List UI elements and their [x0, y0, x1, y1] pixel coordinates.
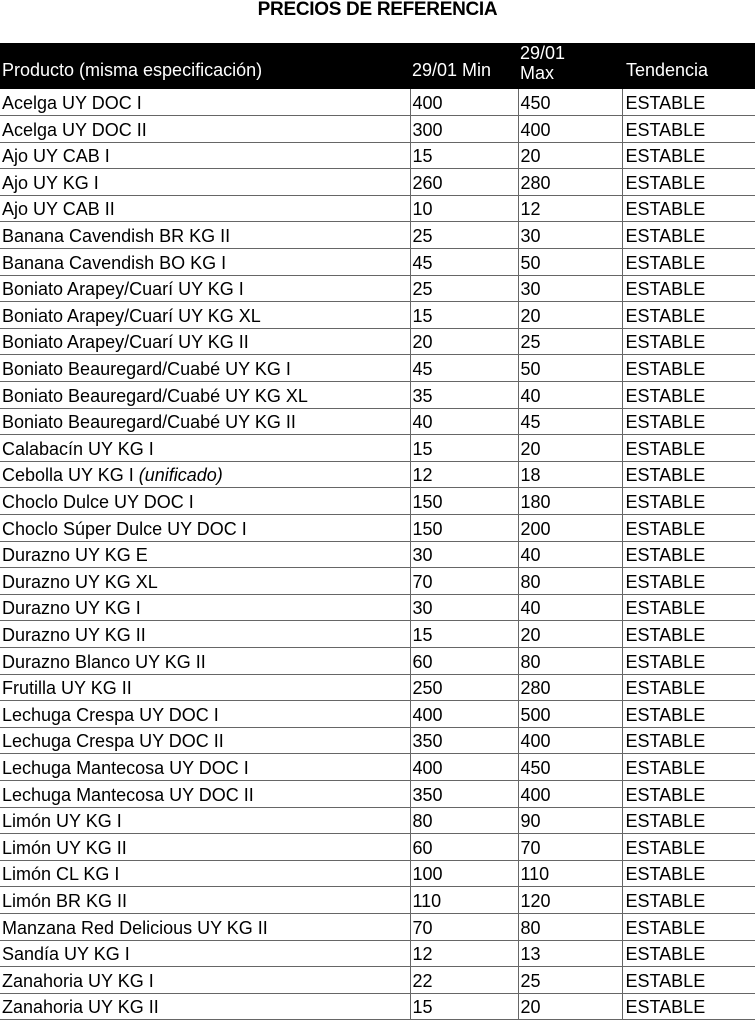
min-price-cell: 12 [410, 461, 518, 488]
product-note: (unificado) [138, 465, 223, 486]
product-name: Lechuga Crespa UY DOC I [2, 704, 219, 725]
min-price-cell: 150 [410, 488, 518, 515]
product-name: Cebolla UY KG I [2, 465, 134, 486]
trend-cell: ESTABLE [622, 116, 755, 143]
product-cell [0, 461, 410, 488]
table-row [0, 913, 755, 940]
table-row [0, 940, 755, 967]
table-row [0, 382, 755, 409]
product-name: Limón UY KG II [2, 837, 127, 858]
product-cell [0, 169, 410, 196]
max-price-cell: 50 [518, 249, 622, 276]
product-cell [0, 222, 410, 249]
max-price-cell: 20 [518, 302, 622, 329]
trend-cell: ESTABLE [622, 408, 755, 435]
max-price-cell: 400 [518, 780, 622, 807]
product-cell [0, 887, 410, 914]
min-price-cell: 400 [410, 701, 518, 728]
trend-cell: ESTABLE [622, 993, 755, 1020]
min-price-cell: 45 [410, 355, 518, 382]
product-cell [0, 275, 410, 302]
product-cell [0, 195, 410, 222]
max-price-cell: 30 [518, 222, 622, 249]
table-row [0, 222, 755, 249]
product-cell [0, 568, 410, 595]
product-name: Boniato Beauregard/Cuabé UY KG II [2, 412, 296, 433]
min-price-cell: 12 [410, 940, 518, 967]
min-price-cell: 400 [410, 754, 518, 781]
max-price-cell: 280 [518, 674, 622, 701]
trend-cell: ESTABLE [622, 940, 755, 967]
trend-cell: ESTABLE [622, 834, 755, 861]
page-title: PRECIOS DE REFERENCIA [257, 0, 498, 20]
trend-cell: ESTABLE [622, 249, 755, 276]
product-name: Limón CL KG I [2, 864, 120, 885]
trend-cell: ESTABLE [622, 594, 755, 621]
table-row [0, 647, 755, 674]
max-price-cell: 25 [518, 967, 622, 994]
max-price-cell: 45 [518, 408, 622, 435]
table-row [0, 169, 755, 196]
min-price-cell: 60 [410, 647, 518, 674]
product-name: Lechuga Crespa UY DOC II [2, 731, 224, 752]
max-price-cell: 25 [518, 328, 622, 355]
product-name: Boniato Arapey/Cuarí UY KG II [2, 332, 249, 353]
product-name: Boniato Beauregard/Cuabé UY KG I [2, 359, 291, 380]
min-price-cell: 40 [410, 408, 518, 435]
trend-cell: ESTABLE [622, 488, 755, 515]
product-cell [0, 913, 410, 940]
max-price-cell: 400 [518, 116, 622, 143]
max-price-cell: 20 [518, 621, 622, 648]
table-row [0, 328, 755, 355]
product-cell [0, 594, 410, 621]
product-name: Durazno UY KG II [2, 624, 146, 645]
product-cell [0, 754, 410, 781]
min-price-cell: 35 [410, 382, 518, 409]
table-row [0, 116, 755, 143]
header-trend: Tendencia [626, 60, 709, 80]
product-name: Banana Cavendish BO KG I [2, 252, 227, 273]
table-row [0, 515, 755, 542]
trend-cell: ESTABLE [622, 461, 755, 488]
trend-cell: ESTABLE [622, 647, 755, 674]
product-cell [0, 780, 410, 807]
table-row [0, 674, 755, 701]
product-name: Banana Cavendish BR KG II [2, 226, 231, 247]
table-row [0, 834, 755, 861]
table-row [0, 754, 755, 781]
product-name: Boniato Beauregard/Cuabé UY KG XL [2, 385, 308, 406]
min-price-cell: 250 [410, 674, 518, 701]
product-name: Sandía UY KG I [2, 944, 130, 965]
trend-cell: ESTABLE [622, 754, 755, 781]
min-price-cell: 15 [410, 142, 518, 169]
table-row [0, 887, 755, 914]
header-row [0, 43, 755, 89]
trend-cell: ESTABLE [622, 515, 755, 542]
product-cell [0, 488, 410, 515]
max-price-cell: 280 [518, 169, 622, 196]
min-price-cell: 350 [410, 727, 518, 754]
max-price-cell: 450 [518, 754, 622, 781]
min-price-cell: 70 [410, 568, 518, 595]
product-cell [0, 647, 410, 674]
max-price-cell: 30 [518, 275, 622, 302]
min-price-cell: 150 [410, 515, 518, 542]
trend-cell: ESTABLE [622, 435, 755, 462]
table-row [0, 860, 755, 887]
product-cell [0, 834, 410, 861]
max-price-cell: 500 [518, 701, 622, 728]
trend-cell: ESTABLE [622, 541, 755, 568]
trend-cell: ESTABLE [622, 142, 755, 169]
table-row [0, 249, 755, 276]
product-cell [0, 408, 410, 435]
max-price-cell: 90 [518, 807, 622, 834]
max-price-cell: 20 [518, 993, 622, 1020]
table-row [0, 568, 755, 595]
product-cell [0, 940, 410, 967]
min-price-cell: 22 [410, 967, 518, 994]
table-row [0, 408, 755, 435]
max-price-cell: 110 [518, 860, 622, 887]
product-name: Durazno UY KG I [2, 598, 141, 619]
max-price-cell: 18 [518, 461, 622, 488]
max-price-cell: 40 [518, 594, 622, 621]
trend-cell: ESTABLE [622, 89, 755, 116]
table-row [0, 435, 755, 462]
product-name: Lechuga Mantecosa UY DOC II [2, 784, 254, 805]
min-price-cell: 20 [410, 328, 518, 355]
table-row [0, 541, 755, 568]
min-price-cell: 300 [410, 116, 518, 143]
min-price-cell: 15 [410, 435, 518, 462]
trend-cell: ESTABLE [622, 967, 755, 994]
table-row [0, 727, 755, 754]
min-price-cell: 30 [410, 541, 518, 568]
min-price-cell: 70 [410, 913, 518, 940]
product-name: Durazno Blanco UY KG II [2, 651, 206, 672]
product-cell [0, 435, 410, 462]
trend-cell: ESTABLE [622, 568, 755, 595]
trend-cell: ESTABLE [622, 887, 755, 914]
trend-cell: ESTABLE [622, 382, 755, 409]
table-row [0, 195, 755, 222]
trend-cell: ESTABLE [622, 913, 755, 940]
product-name: Choclo Súper Dulce UY DOC I [2, 518, 247, 539]
product-name: Zanahoria UY KG II [2, 997, 159, 1018]
trend-cell: ESTABLE [622, 621, 755, 648]
header-product: Producto (misma especificación) [2, 60, 263, 80]
min-price-cell: 350 [410, 780, 518, 807]
max-price-cell: 120 [518, 887, 622, 914]
max-price-cell: 13 [518, 940, 622, 967]
product-name: Choclo Dulce UY DOC I [2, 492, 194, 512]
max-price-cell: 20 [518, 142, 622, 169]
product-cell [0, 249, 410, 276]
product-cell [0, 302, 410, 329]
product-name: Boniato Arapey/Cuarí UY KG XL [2, 305, 261, 326]
min-price-cell: 25 [410, 222, 518, 249]
product-cell [0, 967, 410, 994]
trend-cell: ESTABLE [622, 195, 755, 222]
trend-cell: ESTABLE [622, 701, 755, 728]
max-price-cell: 40 [518, 541, 622, 568]
table-row [0, 993, 755, 1020]
product-name: Ajo UY KG I [2, 172, 99, 193]
product-cell [0, 621, 410, 648]
product-name: Boniato Arapey/Cuarí UY KG I [2, 279, 244, 300]
product-cell [0, 355, 410, 382]
min-price-cell: 110 [410, 887, 518, 914]
table-row [0, 461, 755, 488]
min-price-cell: 30 [410, 594, 518, 621]
max-price-cell: 20 [518, 435, 622, 462]
trend-cell: ESTABLE [622, 222, 755, 249]
product-cell [0, 382, 410, 409]
product-cell [0, 860, 410, 887]
product-name: Limón UY KG I [2, 811, 122, 832]
table-row [0, 488, 755, 515]
trend-cell: ESTABLE [622, 807, 755, 834]
header-max-line1: 29/01 [520, 43, 566, 63]
product-cell [0, 515, 410, 542]
min-price-cell: 10 [410, 195, 518, 222]
product-cell [0, 727, 410, 754]
product-cell [0, 993, 410, 1020]
table-row [0, 621, 755, 648]
product-name: Calabacín UY KG I [2, 438, 154, 459]
product-name: Durazno UY KG E [2, 545, 148, 566]
product-cell [0, 674, 410, 701]
table-row [0, 89, 755, 116]
table-row [0, 275, 755, 302]
max-price-cell: 70 [518, 834, 622, 861]
trend-cell: ESTABLE [622, 302, 755, 329]
max-price-cell: 200 [518, 515, 622, 542]
product-cell [0, 541, 410, 568]
product-name: Durazno UY KG XL [2, 571, 158, 592]
max-price-cell: 40 [518, 382, 622, 409]
max-price-cell: 400 [518, 727, 622, 754]
header-min: 29/01 Min [412, 60, 492, 80]
min-price-cell: 25 [410, 275, 518, 302]
min-price-cell: 80 [410, 807, 518, 834]
header-max-line2: Max [520, 63, 555, 83]
min-price-cell: 15 [410, 993, 518, 1020]
trend-cell: ESTABLE [622, 674, 755, 701]
product-name: Manzana Red Delicious UY KG II [2, 917, 268, 938]
product-name: Zanahoria UY KG I [2, 970, 154, 991]
table-row [0, 302, 755, 329]
max-price-cell: 80 [518, 568, 622, 595]
product-name: Ajo UY CAB I [2, 146, 110, 167]
table-row [0, 594, 755, 621]
product-name: Limón BR KG II [2, 890, 128, 911]
max-price-cell: 80 [518, 647, 622, 674]
product-cell [0, 328, 410, 355]
min-price-cell: 15 [410, 621, 518, 648]
header-max [518, 43, 622, 89]
trend-cell: ESTABLE [622, 275, 755, 302]
product-cell [0, 142, 410, 169]
max-price-cell: 12 [518, 195, 622, 222]
max-price-cell: 80 [518, 913, 622, 940]
price-table [0, 43, 755, 1020]
min-price-cell: 15 [410, 302, 518, 329]
product-cell [0, 807, 410, 834]
trend-cell: ESTABLE [622, 169, 755, 196]
table-row [0, 807, 755, 834]
product-name: Ajo UY CAB II [2, 199, 115, 220]
product-cell [0, 701, 410, 728]
max-price-cell: 450 [518, 89, 622, 116]
table-row [0, 701, 755, 728]
trend-cell: ESTABLE [622, 727, 755, 754]
trend-cell: ESTABLE [622, 328, 755, 355]
table-row [0, 142, 755, 169]
product-name: Acelga UY DOC I [2, 93, 142, 114]
max-price-cell: 180 [518, 488, 622, 515]
min-price-cell: 400 [410, 89, 518, 116]
trend-cell: ESTABLE [622, 355, 755, 382]
product-cell [0, 89, 410, 116]
min-price-cell: 45 [410, 249, 518, 276]
product-name: Acelga UY DOC II [2, 119, 147, 140]
table-row [0, 967, 755, 994]
product-cell [0, 116, 410, 143]
trend-cell: ESTABLE [622, 860, 755, 887]
table-body [0, 89, 755, 1020]
table-row [0, 780, 755, 807]
min-price-cell: 60 [410, 834, 518, 861]
table-row [0, 355, 755, 382]
table-header [0, 43, 755, 89]
trend-cell: ESTABLE [622, 780, 755, 807]
min-price-cell: 260 [410, 169, 518, 196]
product-name: Lechuga Mantecosa UY DOC I [2, 757, 249, 778]
max-price-cell: 50 [518, 355, 622, 382]
product-name: Frutilla UY KG II [2, 678, 132, 699]
min-price-cell: 100 [410, 860, 518, 887]
